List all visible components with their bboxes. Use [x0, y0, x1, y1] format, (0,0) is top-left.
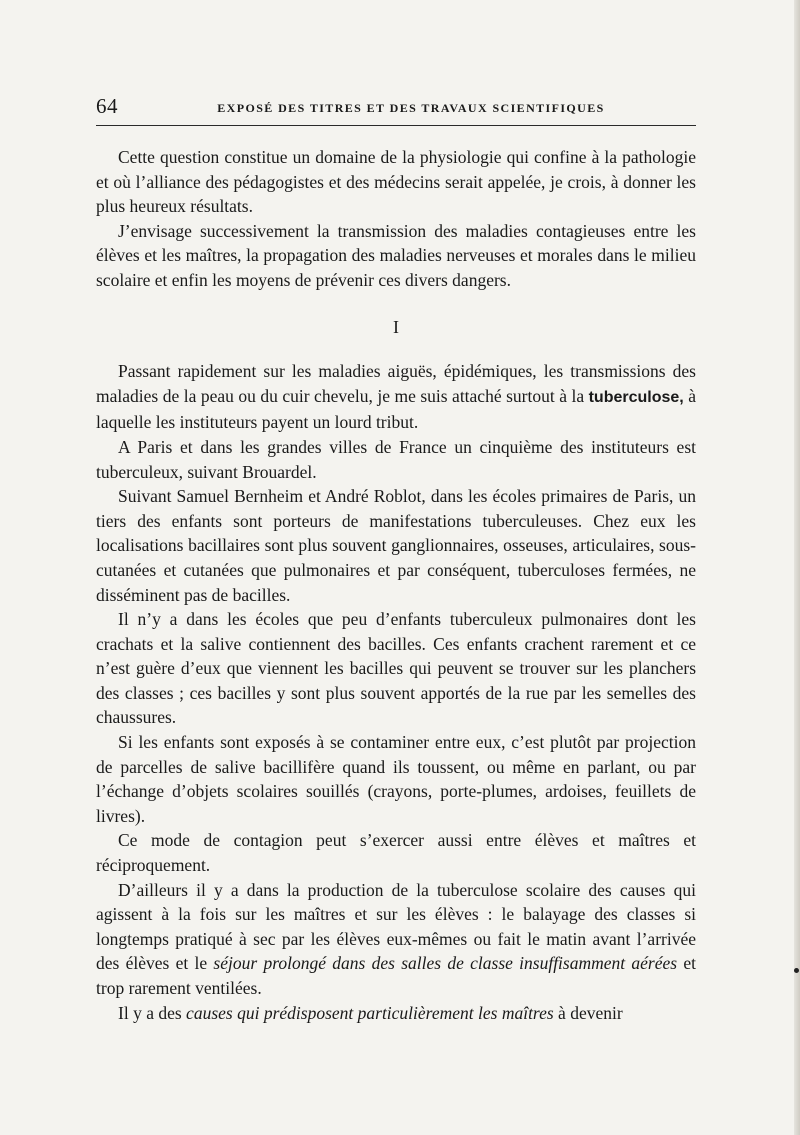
- page-number: 64: [96, 94, 118, 118]
- paragraph-9: [96, 878, 696, 1001]
- paragraph-10-text-a: Il y a des: [118, 1002, 187, 1023]
- paragraph-10-italic-1: causes qui prédisposent particulièrement: [186, 1002, 474, 1023]
- paragraph-2: J’envisage successivement la transmission des maladies contagieuses entre les élèves et les maîtres, la propagation des maladies nerveuses et morales dans le milieu scolaire et enfin les moyens de prévenir ces divers dangers.: [96, 220, 696, 290]
- paragraph-7: Si les enfants sont exposés à se contaminer entre eux, c’est plutôt par projection de parcelles de salive bacillifère quand ils toussent, ou même en parlant, ou par l’échange d’objets scolaires souillés (crayons, porte-plumes, ardoises, feuillets de livres).: [96, 732, 696, 826]
- paragraph-5: Suivant Samuel Bernheim et André Roblot, dans les écoles primaires de Paris, un tiers des enfants sont porteurs de manifestations tuberculeuses. Chez eux les localisations bacillaires sont plus souvent ganglionnaires, osseuses, articulaires, sous-cutanées et cutanées que pulmonaires et par conséquent, tuberculoses fermées, ne disséminent pas de bacilles.: [96, 486, 696, 605]
- paragraph-1: Cette question constitue un domaine de la physiologie qui confine à la pathologie et où l’alliance des pédagogistes et des médecins serait appelée, je crois, à donner les plus heureux résultats.: [96, 147, 696, 217]
- running-title: EXPOSÉ DES TITRES ET DES TRAVAUX SCIENTIFIQUES: [217, 101, 605, 115]
- paragraph-8: Ce mode de contagion peut s’exercer aussi entre élèves et maîtres et réciproquement.: [96, 830, 696, 876]
- paragraph-10: [96, 1001, 696, 1026]
- header-rule: [96, 125, 696, 126]
- paragraph-10-text-b: à devenir: [553, 1002, 623, 1023]
- paragraph-9-italic: séjour prolongé dans des salles de classe insuffisamment aérées: [213, 953, 678, 974]
- paragraph-9-text-a: D’ailleurs il y a dans la production de la tuberculose scolaire des causes qui agissent à la fois sur les maîtres et sur les élèves : le balayage des classes si longtemps pratiqué à sec par les élèves eux-mêmes ou fait le matin avant l’arrivée des élèves et le: [96, 879, 696, 974]
- paragraph-3-bold: tuberculose,: [588, 388, 684, 406]
- paragraph-3-text-a: Passant rapidement sur les maladies aiguës, épidémiques, les transmissions des maladies de la peau ou du cuir chevelu, je me suis attaché surtout à la: [96, 361, 696, 406]
- paragraph-10-italic-2: les maîtres: [478, 1002, 554, 1023]
- body-text: [96, 145, 696, 1025]
- paragraph-3: [96, 359, 696, 435]
- section-heading: I: [393, 316, 399, 337]
- paragraph-6: Il n’y a dans les écoles que peu d’enfants tuberculeux pulmonaires dont les crachats et la salive contiennent des bacilles. Ces enfants crachent rarement et ce n’est guère d’eux que viennent les bacilles qui peuvent se trouver sur les planchers des classes ; ces bacilles y sont plus souvent apportés de la rue par les semelles des chaussures.: [96, 609, 696, 728]
- page-header: [96, 94, 696, 122]
- page-edge-shadow: [794, 0, 800, 1135]
- paragraph-4: A Paris et dans les grandes villes de France un cinquième des instituteurs est tuberculeux, suivant Brouardel.: [96, 436, 696, 482]
- paragraph-3-text-b: à laquelle les instituteurs payent un lourd tribut.: [96, 385, 696, 433]
- paragraph-9-text-b: et trop rarement ventilées.: [96, 953, 696, 998]
- margin-ink-dot: [794, 968, 799, 973]
